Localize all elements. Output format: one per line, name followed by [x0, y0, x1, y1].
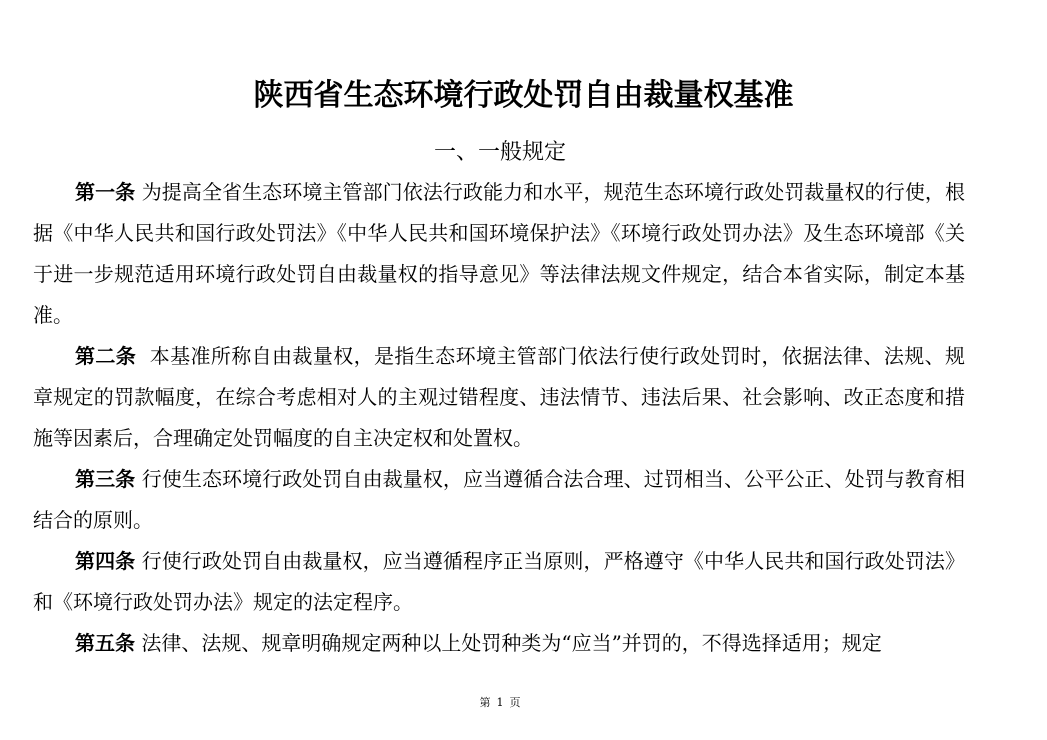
page-footer [0, 695, 1000, 711]
article-1 [33, 172, 965, 336]
article-number: 第三条 [75, 467, 136, 491]
article-text: 行使行政处罚自由裁量权，应当遵循程序正当原则，严格遵守《中华人民共和国行政处罚法》和《环境行政处罚办法》规定的法定程序。 [33, 549, 965, 614]
article-number: 第四条 [75, 549, 136, 573]
article-number: 第五条 [75, 631, 135, 655]
footer-suffix: 页 [509, 696, 521, 709]
article-text: 行使生态环境行政处罚自由裁量权，应当遵循合法合理、过罚相当、公平公正、处罚与教育相结合的原则。 [33, 467, 965, 532]
footer-page-number: 1 [496, 696, 504, 709]
document-body [33, 172, 965, 664]
article-text: 法律、法规、规章明确规定两种以上处罚种类为“应当”并罚的，不得选择适用；规定 [135, 631, 882, 655]
footer-prefix: 第 [479, 696, 491, 709]
section-heading: 一、一般规定 [433, 140, 566, 165]
article-text: 为提高全省生态环境主管部门依法行政能力和水平，规范生态环境行政处罚裁量权的行使，根据《中华人民共和国行政处罚法》《中华人民共和国环境保护法》《环境行政处罚办法》及生态环境部《关于进一步规范适用环境行政处罚自由裁量权的指导意见》等法律法规文件规定，结合本省实际，制定本基准。 [33, 180, 965, 327]
document-title: 陕西省生态环境行政处罚自由裁量权基准 [253, 78, 794, 113]
article-3 [33, 459, 965, 541]
article-text: 本基准所称自由裁量权，是指生态环境主管部门依法行使行政处罚时，依据法律、法规、规章规定的罚款幅度，在综合考虑相对人的主观过错程度、违法情节、违法后果、社会影响、改正态度和措施等因素后，合理确定处罚幅度的自主决定权和处置权。 [33, 344, 966, 450]
article-4 [33, 541, 965, 623]
article-number: 第一条 [75, 180, 136, 204]
article-2 [33, 336, 965, 459]
article-number: 第二条 [75, 344, 137, 368]
article-5 [33, 623, 965, 664]
